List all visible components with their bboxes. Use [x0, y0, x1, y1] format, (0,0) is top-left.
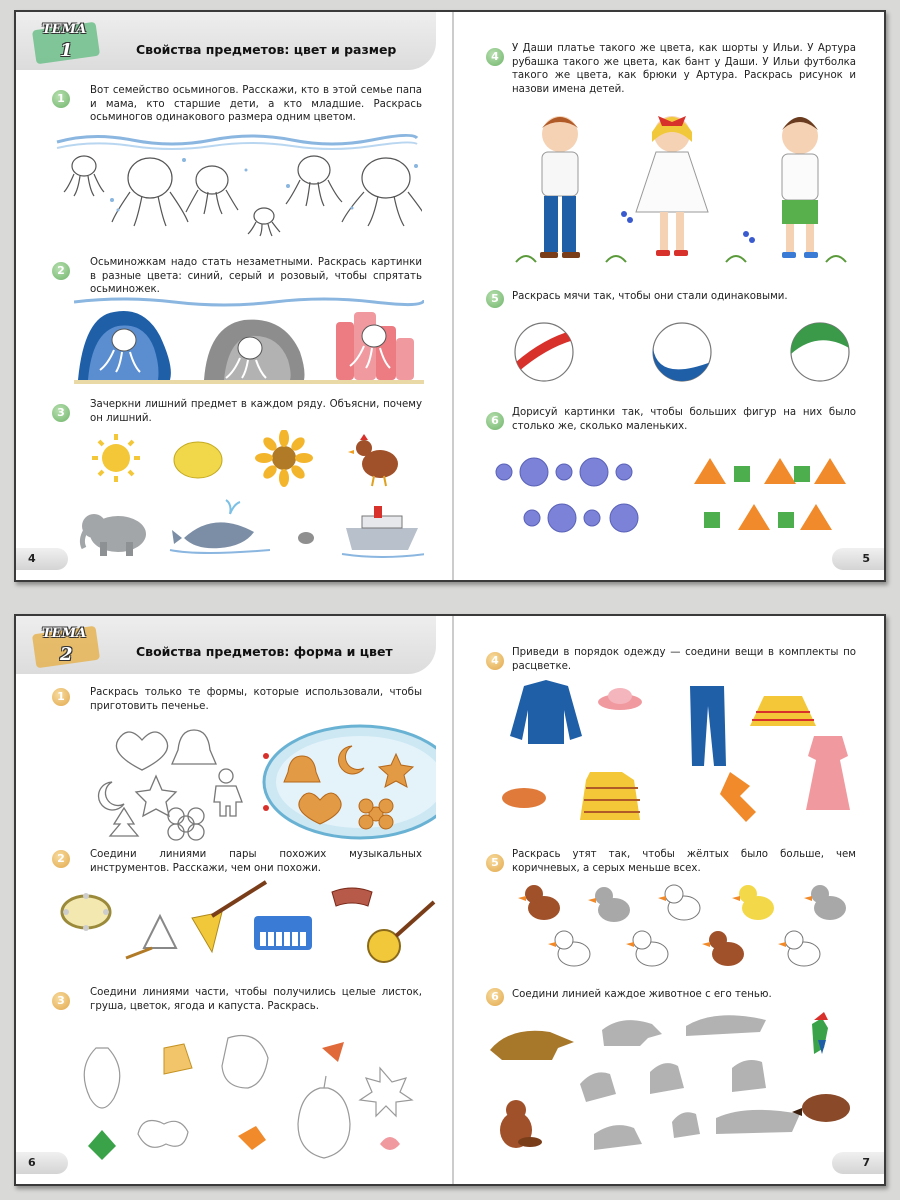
task-number-5: 5	[486, 290, 504, 308]
task-number-1: 1	[52, 90, 70, 108]
task-6-text: Дорисуй картинки так, чтобы больших фигур на них было столько же, сколько маленьких.	[512, 407, 856, 432]
task-number-6: 6	[486, 412, 504, 430]
page-number-right: 5	[832, 548, 884, 570]
topic-title: Свойства предметов: форма и цвет	[136, 644, 393, 659]
topic-header	[16, 12, 436, 70]
topic-header	[16, 616, 436, 674]
task-2-text: Осьминожкам надо стать незаметными. Раскрась картинки в разные цвета: синий, серый и розовый, чтобы спрятать осьминожек.	[90, 257, 422, 295]
cookie-shapes-illustration	[76, 716, 436, 846]
spread-pages-4-5	[14, 10, 886, 582]
page-fold	[452, 12, 454, 580]
children-illustration	[506, 104, 856, 264]
task-4-text: Приведи в порядок одежду — соедини вещи в комплекты по расцветке.	[512, 647, 856, 672]
task-number-6: 6	[486, 988, 504, 1006]
task-2-text: Соедини линиями пары похожих музыкальных инструментов. Расскажи, чем они похожи.	[90, 849, 422, 874]
task-number-3: 3	[52, 404, 70, 422]
task-1-text: Раскрась только те формы, которые использовали, чтобы приготовить печенье.	[90, 687, 422, 712]
odd-one-out-illustration	[74, 430, 424, 560]
page-number-right: 7	[832, 1152, 884, 1174]
task-6-text: Соедини линией каждое животное с его тенью.	[512, 989, 772, 1000]
ducklings-illustration	[514, 878, 854, 978]
music-instruments-illustration	[56, 878, 436, 968]
shapes-illustration	[494, 452, 854, 542]
parts-puzzle-illustration	[70, 1028, 430, 1164]
task-number-4: 4	[486, 48, 504, 66]
task-5-text: Раскрась мячи так, чтобы они стали одинаковыми.	[512, 291, 788, 302]
task-number-2: 2	[52, 850, 70, 868]
tema-word: ТЕМА	[42, 22, 87, 37]
task-number-5: 5	[486, 854, 504, 872]
spread-pages-6-7	[14, 614, 886, 1186]
task-number-2: 2	[52, 262, 70, 280]
clothes-illustration	[494, 676, 854, 826]
tema-word: ТЕМА	[42, 626, 87, 641]
animals-shadows-illustration	[486, 1010, 856, 1160]
tema-number: 1	[60, 40, 73, 61]
topic-title: Свойства предметов: цвет и размер	[136, 42, 397, 57]
task-number-3: 3	[52, 992, 70, 1010]
tema-badge	[34, 624, 104, 668]
task-3-text: Соедини линиями части, чтобы получились целые листок, груша, цветок, ягода и капуста. Раскрась.	[90, 987, 422, 1012]
octopus-family-illustration	[52, 130, 422, 242]
task-5-text: Раскрась утят так, чтобы жёлтых было больше, чем коричневых, а серых меньше всех.	[512, 849, 856, 874]
task-1-text: Вот семейство осьминогов. Расскажи, кто в этой семье папа и мама, кто старшие дети, а кто младшие. Раскрась осьминогов одинакового размера одним цветом.	[90, 85, 422, 123]
task-number-1: 1	[52, 688, 70, 706]
task-3-text: Зачеркни лишний предмет в каждом ряду. Объясни, почему он лишний.	[90, 399, 422, 424]
tema-number: 2	[60, 644, 73, 665]
task-4-text: У Даши платье такого же цвета, как шорты у Ильи. У Артура рубашка такого же цвета, как бант у Даши. У Ильи футболка такого же цвета, как брюки у Артура. Раскрась рисунок и назови имена детей.	[512, 43, 856, 95]
tema-badge	[34, 20, 104, 64]
balls-illustration	[508, 318, 858, 388]
task-number-4: 4	[486, 652, 504, 670]
page-fold	[452, 616, 454, 1184]
sun-icon	[92, 434, 140, 482]
page-number-left: 4	[16, 548, 68, 570]
hidden-octopus-illustration	[74, 296, 424, 386]
page-number-left: 6	[16, 1152, 68, 1174]
